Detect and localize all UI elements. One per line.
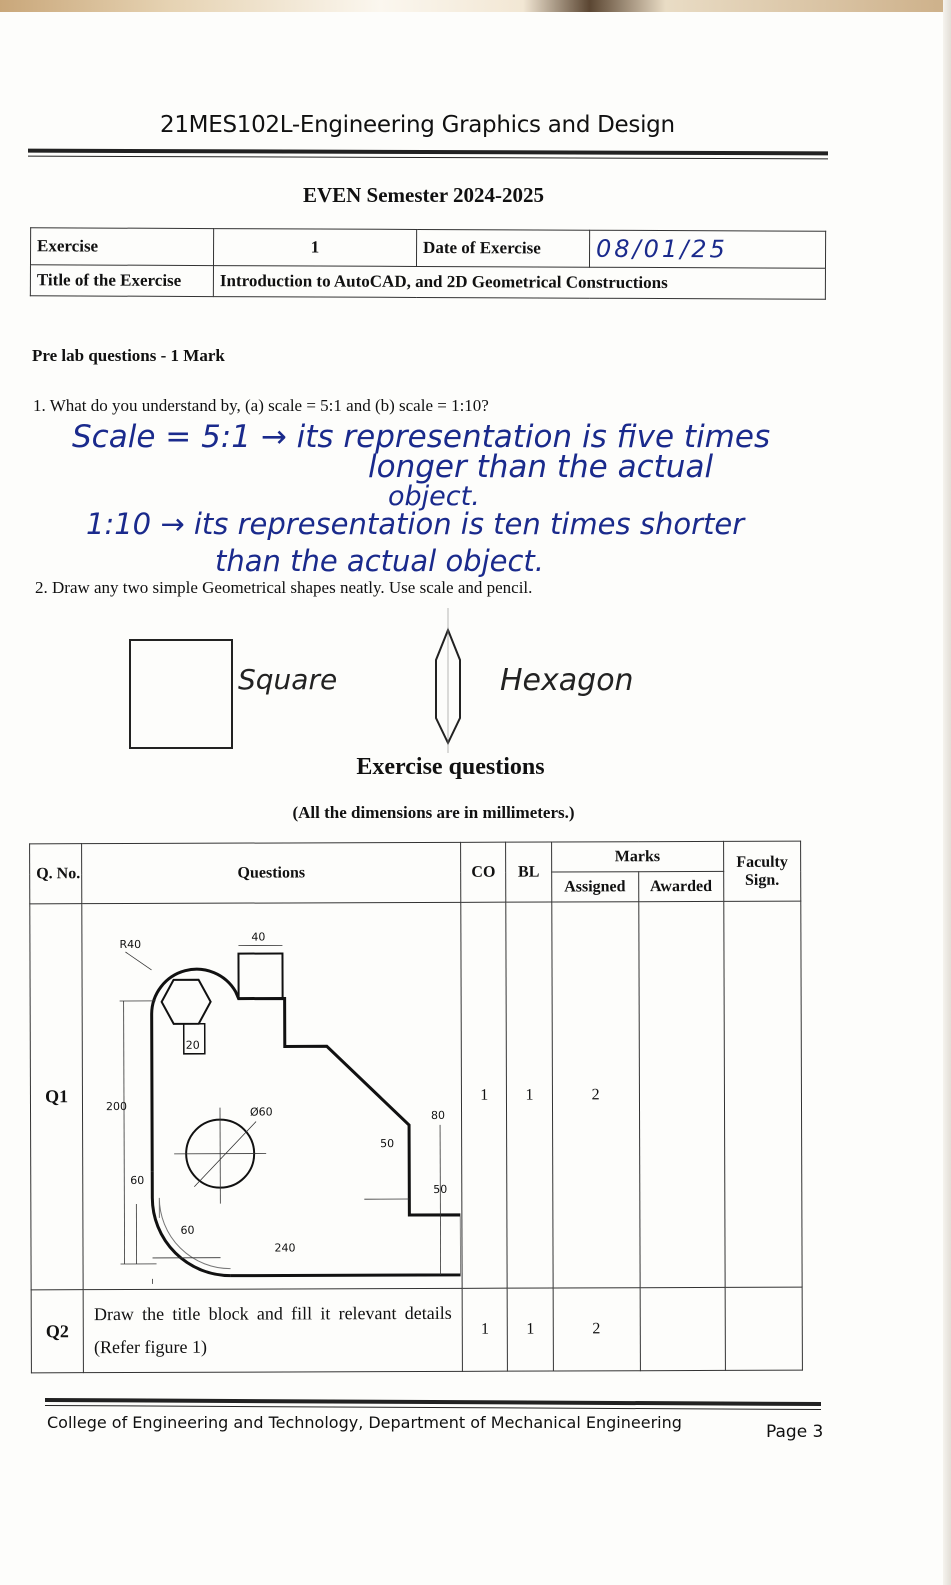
date-handwritten: 08/01/25 [596, 234, 728, 264]
title-label: Title of the Exercise [30, 265, 213, 297]
header-rule [28, 149, 828, 156]
exercise-number: 1 [213, 229, 416, 267]
q1-assigned: 2 [551, 902, 639, 1288]
part-outline [152, 968, 461, 1276]
q1-drawing-cell [82, 902, 462, 1289]
answer-line-5: than the actual object. [215, 544, 545, 578]
date-label: Date of Exercise [416, 229, 589, 267]
dimension-labels [105, 930, 447, 1255]
prelab-question-1: 1. What do you understand by, (a) scale = 5:1 and (b) scale = 1:10? [33, 396, 489, 415]
q2-assigned: 2 [553, 1288, 640, 1371]
answer-line-4: 1:10 → its representation is ten times shorter [86, 507, 745, 541]
q2-question: Draw the title block and fill it relevant details (Refer figure 1) [83, 1288, 462, 1372]
col-bl: BL [506, 842, 551, 902]
exercise-questions-table [29, 841, 803, 1374]
dimension-lines [120, 945, 441, 1284]
q1-co: 1 [461, 902, 508, 1288]
col-questions: Questions [82, 842, 461, 903]
prelab-heading: Pre lab questions - 1 Mark [32, 346, 225, 365]
square-shape [130, 640, 232, 748]
q2-co: 1 [462, 1288, 508, 1371]
dim-60-horizontal: 60 [180, 1223, 195, 1237]
exercise-label: Exercise [30, 228, 213, 266]
table-row [31, 1287, 802, 1373]
dim-phi60: Ø60 [250, 1105, 273, 1119]
exercise-info-table [30, 227, 826, 299]
exercise-note: (All the dimensions are in millimeters.) [292, 803, 575, 822]
dim-r40: R40 [119, 937, 142, 952]
footer-institution: College of Engineering and Technology, Department of Mechanical Engineering [47, 1413, 682, 1432]
hexagon-label: Hexagon [500, 663, 634, 698]
dim-240: 240 [274, 1241, 296, 1255]
dim-80: 80 [431, 1108, 446, 1122]
course-title: 21MES102L-Engineering Graphics and Design [160, 112, 675, 138]
q1-faculty-sign [724, 901, 802, 1287]
dim-50-horizontal: 50 [380, 1137, 395, 1151]
dim-20: 20 [185, 1038, 200, 1052]
q2-number: Q2 [31, 1290, 83, 1373]
answer-line-3: object. [388, 481, 480, 512]
col-assigned: Assigned [551, 872, 638, 902]
page-right-edge [943, 0, 951, 1585]
hexagon-hole [162, 980, 211, 1024]
q1-bl: 1 [506, 902, 553, 1288]
phi-leader [194, 1122, 256, 1187]
date-value [589, 230, 825, 268]
shapes-sketch [120, 608, 680, 763]
q1-awarded [638, 901, 725, 1287]
q1-number: Q1 [30, 904, 84, 1290]
col-awarded: Awarded [638, 871, 723, 901]
header-rule-thin [28, 156, 828, 160]
col-marks: Marks [551, 841, 723, 872]
answer-line-2: longer than the actual [368, 449, 714, 485]
q2-faculty-sign [725, 1287, 802, 1370]
square-label: Square [238, 663, 338, 696]
footer-rule-thin [45, 1405, 821, 1410]
page-number: Page 3 [766, 1422, 824, 1442]
table-row [30, 901, 802, 1290]
dim-50-vertical: 50 [433, 1182, 448, 1196]
q2-bl: 1 [508, 1288, 553, 1371]
semester-heading: EVEN Semester 2024-2025 [302, 183, 545, 207]
dim-40: 40 [251, 930, 266, 944]
q1-engineering-drawing [83, 903, 460, 1284]
q2-awarded [640, 1287, 726, 1370]
page-top-edge [0, 0, 951, 12]
square-slot [239, 953, 283, 998]
title-value: Introduction to AutoCAD, and 2D Geometrical Constructions [213, 266, 825, 300]
answer-line-1: Scale = 5:1 → its representation is five times [72, 419, 771, 455]
col-qno: Q. No. [30, 844, 82, 904]
col-co: CO [461, 842, 507, 902]
dim-200: 200 [106, 1100, 128, 1114]
exercise-heading: Exercise questions [356, 754, 545, 780]
dim-60-vertical: 60 [130, 1173, 145, 1187]
prelab-question-2: 2. Draw any two simple Geometrical shapes neatly. Use scale and pencil. [35, 578, 533, 597]
col-faculty-sign: Faculty Sign. [723, 841, 800, 901]
